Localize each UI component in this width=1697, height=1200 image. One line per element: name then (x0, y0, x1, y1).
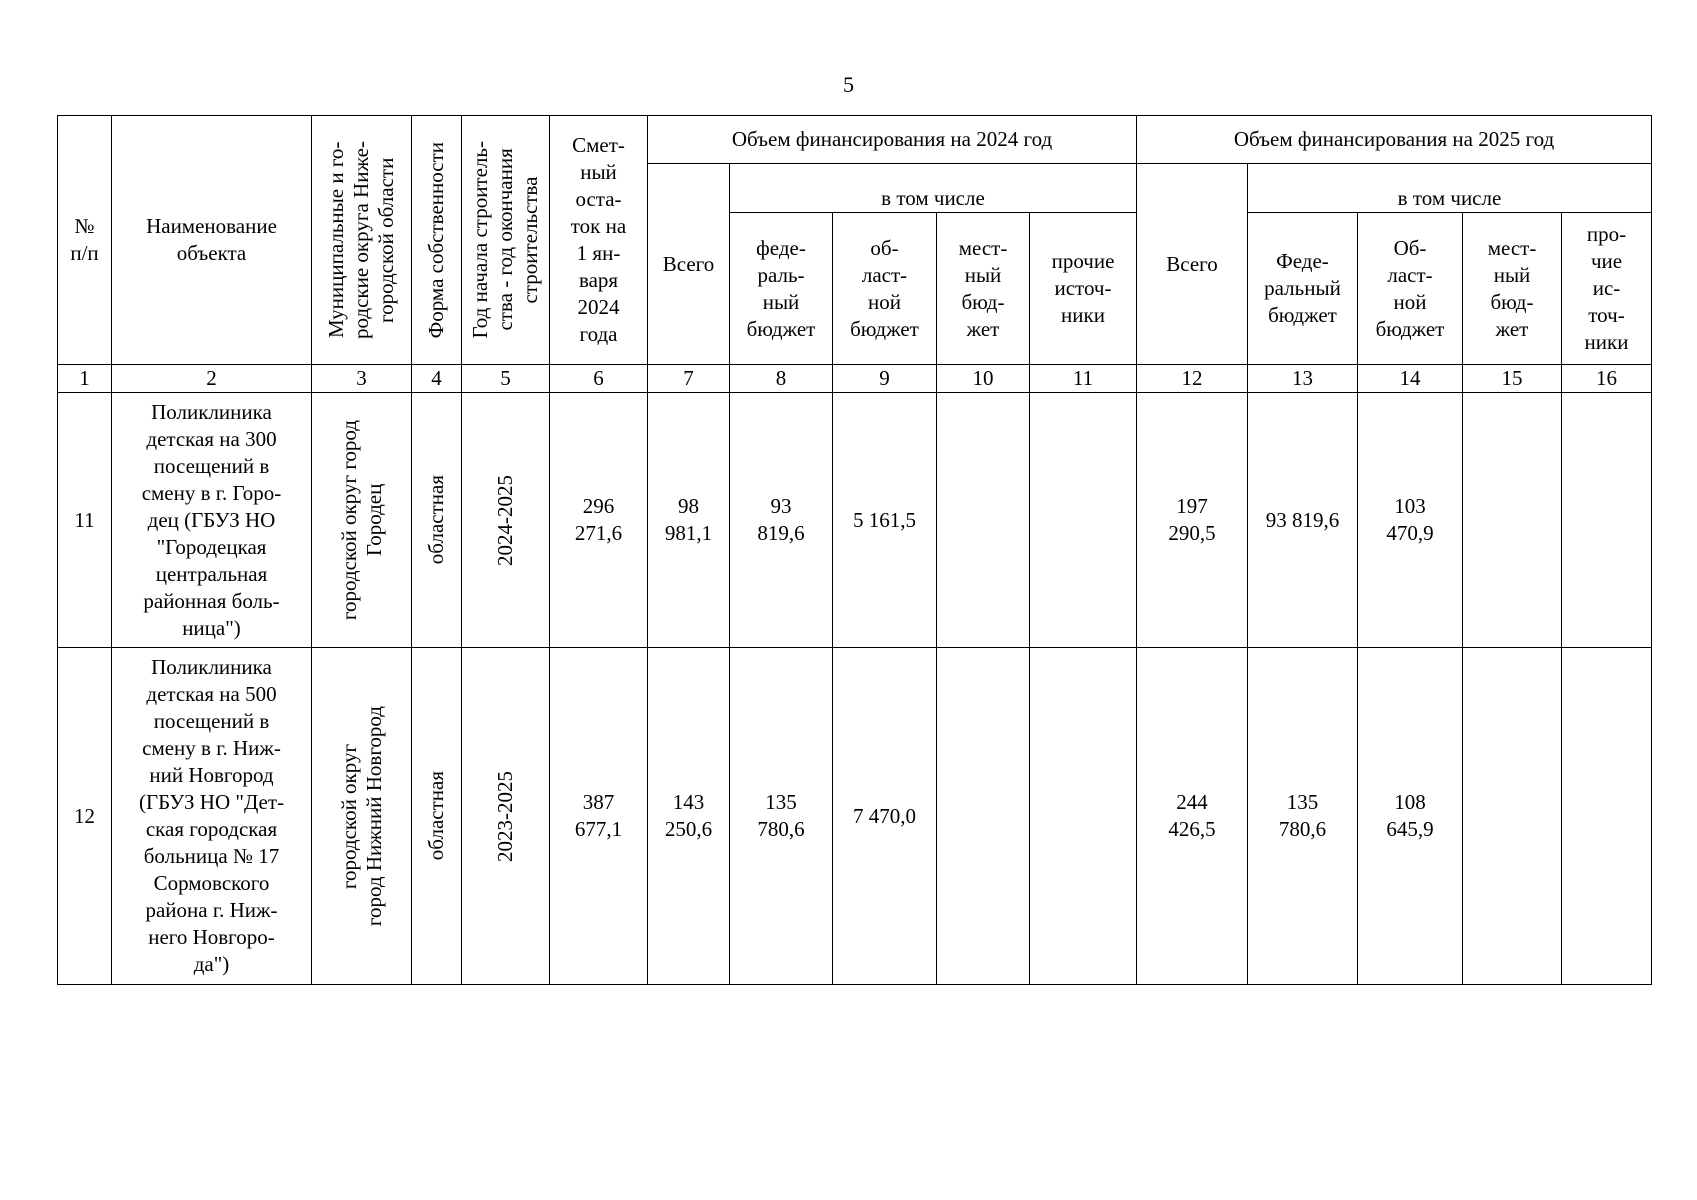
header-municipal: Муниципальные и го- родские округа Ниже- городской области (312, 116, 412, 365)
header-federal-2025: Феде- ральный бюджет (1248, 213, 1358, 365)
regional-2025: 108 645,9 (1358, 648, 1463, 985)
total-2024: 98 981,1 (648, 393, 730, 648)
column-number: 5 (462, 365, 550, 393)
other-2025 (1562, 648, 1652, 985)
local-2024 (937, 393, 1030, 648)
header-num: № п/п (58, 116, 112, 365)
header-total-2025: Всего (1137, 164, 1248, 365)
header-years: Год начала строитель- ства - год окончания строительства (462, 116, 550, 365)
header-other-2024: прочие источ- ники (1030, 213, 1137, 365)
object-name: Поликлиника детская на 300 посещений в смену в г. Горо- дец (ГБУЗ НО "Городецкая центральная районная боль- ница") (112, 393, 312, 648)
page-number: 5 (843, 72, 854, 97)
total-2025: 244 426,5 (1137, 648, 1248, 985)
municipal-district: городской округ город Нижний Новгород (312, 648, 412, 985)
header-incl-2024: в том числе (730, 164, 1137, 213)
column-number: 16 (1562, 365, 1652, 393)
column-number: 6 (550, 365, 648, 393)
local-2025 (1463, 393, 1562, 648)
column-number: 3 (312, 365, 412, 393)
header-other-2025: про- чие ис- точ- ники (1562, 213, 1652, 365)
column-number: 4 (412, 365, 462, 393)
column-number: 15 (1463, 365, 1562, 393)
row-num: 11 (58, 393, 112, 648)
table-row (58, 393, 1652, 648)
municipal-district: городской округ город Городец (312, 393, 412, 648)
column-number: 9 (833, 365, 937, 393)
regional-2025: 103 470,9 (1358, 393, 1463, 648)
header-name: Наименование объекта (112, 116, 312, 365)
estimated-balance: 296 271,6 (550, 393, 648, 648)
federal-2025: 93 819,6 (1248, 393, 1358, 648)
regional-2024: 7 470,0 (833, 648, 937, 985)
header-row (58, 116, 1652, 164)
column-number: 8 (730, 365, 833, 393)
row-num: 12 (58, 648, 112, 985)
federal-2025: 135 780,6 (1248, 648, 1358, 985)
header-fin-2024: Объем финансирования на 2024 год (648, 116, 1137, 164)
header-fin-2025: Объем финансирования на 2025 год (1137, 116, 1652, 164)
other-2024 (1030, 648, 1137, 985)
construction-years: 2024-2025 (462, 393, 550, 648)
column-number: 13 (1248, 365, 1358, 393)
header-federal-2024: феде- раль- ный бюджет (730, 213, 833, 365)
header-regional-2025: Об- ласт- ной бюджет (1358, 213, 1463, 365)
header-local-2024: мест- ный бюд- жет (937, 213, 1030, 365)
column-number: 10 (937, 365, 1030, 393)
financing-table (57, 115, 1652, 985)
column-number: 14 (1358, 365, 1463, 393)
column-numbers-row (58, 365, 1652, 393)
local-2025 (1463, 648, 1562, 985)
ownership-form: областная (412, 648, 462, 985)
table-row (58, 648, 1652, 985)
column-number: 11 (1030, 365, 1137, 393)
federal-2024: 93 819,6 (730, 393, 833, 648)
other-2024 (1030, 393, 1137, 648)
object-name: Поликлиника детская на 500 посещений в смену в г. Ниж- ний Новгород (ГБУЗ НО "Дет- ская городская больница № 17 Сормовского района г. Ниж- него Новгоро- да") (112, 648, 312, 985)
construction-years: 2023-2025 (462, 648, 550, 985)
column-number: 2 (112, 365, 312, 393)
total-2024: 143 250,6 (648, 648, 730, 985)
header-incl-2025: в том числе (1248, 164, 1652, 213)
header-total-2024: Всего (648, 164, 730, 365)
local-2024 (937, 648, 1030, 985)
column-number: 7 (648, 365, 730, 393)
federal-2024: 135 780,6 (730, 648, 833, 985)
estimated-balance: 387 677,1 (550, 648, 648, 985)
header-ownership: Форма собственности (412, 116, 462, 365)
regional-2024: 5 161,5 (833, 393, 937, 648)
header-balance: Смет- ный оста- ток на 1 ян- варя 2024 года (550, 116, 648, 365)
ownership-form: областная (412, 393, 462, 648)
other-2025 (1562, 393, 1652, 648)
column-number: 1 (58, 365, 112, 393)
header-local-2025: мест- ный бюд- жет (1463, 213, 1562, 365)
header-regional-2024: об- ласт- ной бюджет (833, 213, 937, 365)
total-2025: 197 290,5 (1137, 393, 1248, 648)
column-number: 12 (1137, 365, 1248, 393)
